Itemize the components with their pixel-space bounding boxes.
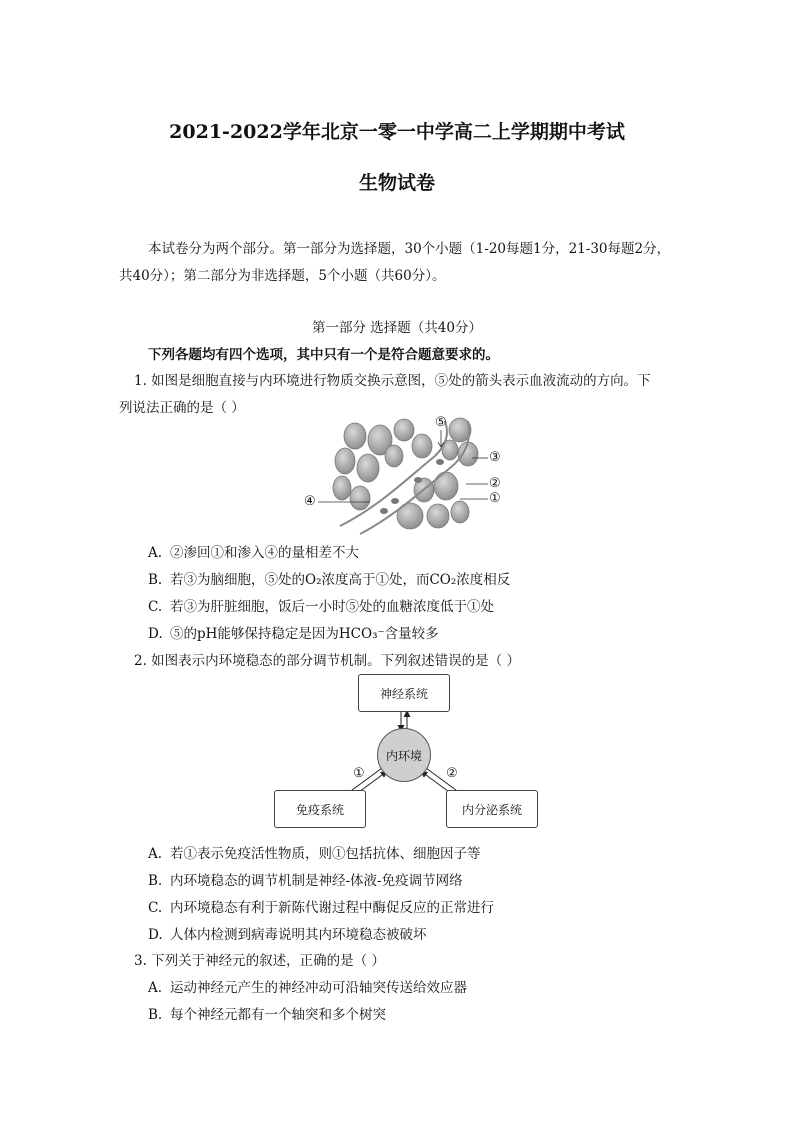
q1-option-c[interactable] bbox=[148, 594, 494, 620]
option-text: ②渗回①和渗入④的量相差不大 bbox=[170, 545, 359, 561]
q3-option-a[interactable] bbox=[148, 975, 467, 1001]
option-text: 若①表示免疫活性物质，则①包括抗体、细胞因子等 bbox=[170, 846, 481, 862]
option-letter: D. bbox=[148, 626, 163, 642]
q3-option-b[interactable] bbox=[148, 1002, 386, 1028]
option-text: 每个神经元都有一个轴突和多个树突 bbox=[170, 1007, 386, 1023]
document-subtitle: 生物试卷 bbox=[358, 172, 435, 194]
q2-option-b[interactable] bbox=[148, 868, 463, 894]
option-text: 若③为脑细胞，⑤处的O₂浓度高于①处，而CO₂浓度相反 bbox=[170, 572, 511, 588]
label-2: ② bbox=[489, 476, 501, 491]
endocrine-system-box: 内分泌系统 bbox=[446, 790, 538, 828]
immune-system-box: 免疫系统 bbox=[274, 790, 366, 828]
section-instruction: 下列各题均有四个选项，其中只有一个是符合题意要求的。 bbox=[148, 347, 499, 363]
label-1: ① bbox=[489, 491, 501, 506]
option-letter: A. bbox=[148, 545, 163, 561]
q1-option-b[interactable] bbox=[148, 567, 510, 593]
arrow-mark-1: ① bbox=[353, 766, 365, 781]
label-3: ③ bbox=[489, 450, 501, 465]
document-title: 2021-2022学年北京一零一中学高二上学期期中考试 bbox=[169, 121, 625, 143]
option-letter: C. bbox=[148, 599, 163, 615]
label-4: ④ bbox=[304, 494, 316, 509]
q1-option-d[interactable] bbox=[148, 621, 439, 647]
q2-option-d[interactable] bbox=[148, 922, 427, 948]
option-letter: B. bbox=[148, 572, 163, 588]
option-letter: C. bbox=[148, 900, 163, 916]
option-text: 运动神经元产生的神经冲动可沿轴突传送给效应器 bbox=[170, 980, 467, 996]
option-text: 若③为肝脏细胞，饭后一小时⑤处的血糖浓度低于①处 bbox=[170, 599, 494, 615]
label-5: ⑤ bbox=[435, 415, 447, 430]
q3-stem: 3. 下列关于神经元的叙述，正确的是（ ） bbox=[134, 953, 385, 969]
option-letter: D. bbox=[148, 927, 163, 943]
internal-environment-circle: 内环境 bbox=[377, 728, 431, 782]
option-text: 人体内检测到病毒说明其内环境稳态被破坏 bbox=[170, 927, 427, 943]
q2-option-a[interactable] bbox=[148, 841, 481, 867]
q1-option-a[interactable] bbox=[148, 540, 359, 566]
option-text: ⑤的pH能够保持稳定是因为HCO₃⁻含量较多 bbox=[170, 626, 439, 642]
q2-option-c[interactable] bbox=[148, 895, 494, 921]
intro-line-1: 本试卷分为两个部分。第一部分为选择题，30个小题（1-20每题1分，21-30每题2分， bbox=[148, 241, 671, 257]
cell-exchange-diagram bbox=[300, 416, 510, 536]
option-letter: A. bbox=[148, 846, 163, 862]
q1-stem-line-1: 1. 如图是细胞直接与内环境进行物质交换示意图，⑤处的箭头表示血液流动的方向。下 bbox=[134, 373, 651, 389]
option-letter: B. bbox=[148, 1007, 163, 1023]
nervous-system-box: 神经系统 bbox=[358, 674, 450, 712]
option-letter: A. bbox=[148, 980, 163, 996]
option-text: 内环境稳态的调节机制是神经-体液-免疫调节网络 bbox=[170, 873, 463, 889]
q2-stem: 2. 如图表示内环境稳态的部分调节机制。下列叙述错误的是（ ） bbox=[134, 653, 520, 669]
section-heading: 第一部分 选择题（共40分） bbox=[312, 320, 482, 336]
intro-line-2: 共40分）；第二部分为非选择题，5个小题（共60分）。 bbox=[119, 268, 446, 284]
option-letter: B. bbox=[148, 873, 163, 889]
q1-stem-line-2: 列说法正确的是（ ） bbox=[119, 400, 245, 416]
option-text: 内环境稳态有利于新陈代谢过程中酶促反应的正常进行 bbox=[170, 900, 494, 916]
arrow-mark-2: ② bbox=[446, 766, 458, 781]
